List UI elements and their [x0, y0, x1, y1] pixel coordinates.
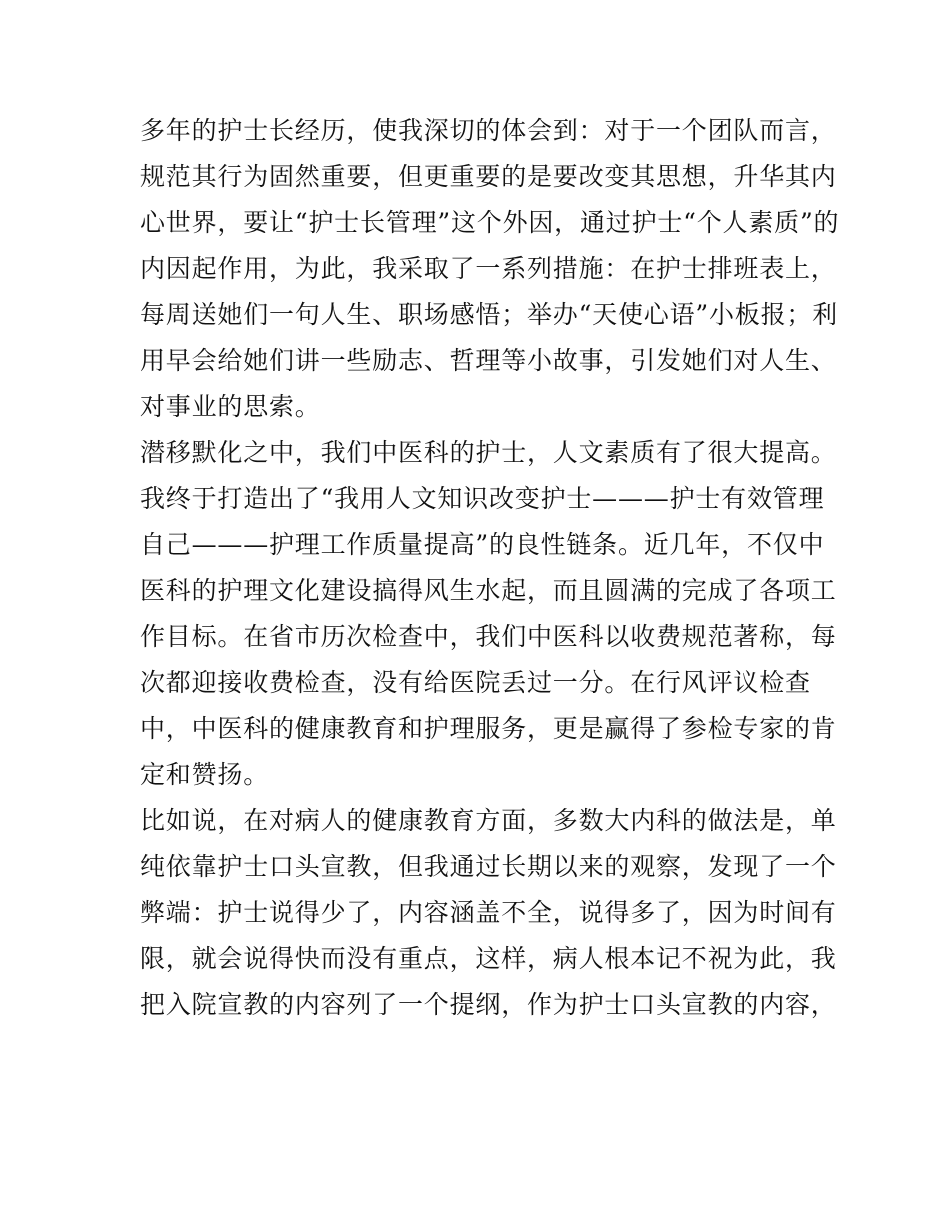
document-body [140, 108, 840, 1028]
text-line: 比如说，在对病人的健康教育方面，多数大内科的做法是，单 [140, 806, 837, 835]
text-line: 把入院宣教的内容列了一个提纲，作为护士口头宣教的内容， [140, 990, 837, 1019]
text-line: 每周送她们一句人生、职场感悟；举办“天使心语”小板报；利 [140, 300, 838, 329]
text-line: 中，中医科的健康教育和护理服务，更是赢得了参检专家的肯 [140, 714, 837, 743]
text-line: 潜移默化之中，我们中医科的护士，人文素质有了很大提高。 [140, 438, 837, 467]
text-line: 规范其行为固然重要，但更重要的是要改变其思想，升华其内 [140, 162, 837, 191]
text-line: 内因起作用，为此，我采取了一系列措施：在护士排班表上， [140, 254, 837, 283]
text-line: 我终于打造出了“我用人文知识改变护士———护士有效管理 [140, 484, 825, 513]
text-line: 自己———护理工作质量提高”的良性链条。近几年，不仅中 [140, 530, 825, 559]
text-line: 对事业的思索。 [140, 392, 321, 421]
text-line: 定和赞扬。 [140, 760, 270, 789]
text-line: 用早会给她们讲一些励志、哲理等小故事，引发她们对人生、 [140, 346, 837, 375]
text-line: 纯依靠护士口头宣教，但我通过长期以来的观察，发现了一个 [140, 852, 837, 881]
text-line: 弊端：护士说得少了，内容涵盖不全，说得多了，因为时间有 [140, 898, 837, 927]
text-line: 医科的护理文化建设搞得风生水起，而且圆满的完成了各项工 [140, 576, 837, 605]
text-line: 作目标。在省市历次检查中，我们中医科以收费规范著称，每 [140, 622, 837, 651]
text-line: 多年的护士长经历，使我深切的体会到：对于一个团队而言， [140, 116, 837, 145]
text-line: 心世界，要让“护士长管理”这个外因，通过护士“个人素质”的 [140, 208, 840, 237]
text-line: 次都迎接收费检查，没有给医院丢过一分。在行风评议检查 [140, 668, 811, 697]
text-line: 限，就会说得快而没有重点，这样，病人根本记不祝为此，我 [140, 944, 837, 973]
